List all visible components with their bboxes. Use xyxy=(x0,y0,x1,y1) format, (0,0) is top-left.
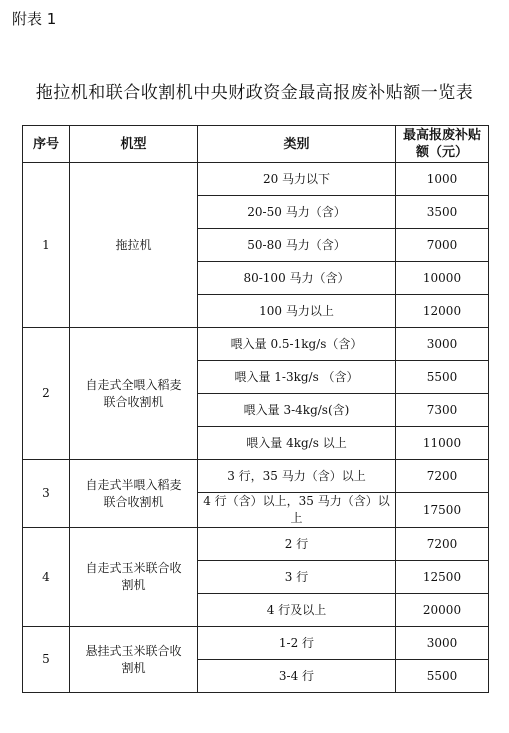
table-body xyxy=(23,163,489,693)
row-index: 3 xyxy=(23,460,70,528)
machine-model: 自走式全喂入稻麦联合收割机 xyxy=(70,328,198,460)
amount-cell: 17500 xyxy=(396,493,489,528)
row-index: 5 xyxy=(23,627,70,693)
row-index: 4 xyxy=(23,528,70,627)
amount-cell: 3000 xyxy=(396,627,489,660)
amount-cell: 12000 xyxy=(396,295,489,328)
machine-model: 自走式半喂入稻麦联合收割机 xyxy=(70,460,198,528)
amount-cell: 3500 xyxy=(396,196,489,229)
amount-cell: 3000 xyxy=(396,328,489,361)
header-index: 序号 xyxy=(23,126,70,163)
category-cell: 4 行（含）以上，35 马力（含）以上 xyxy=(198,493,396,528)
category-cell: 3 行，35 马力（含）以上 xyxy=(198,460,396,493)
table-header-row xyxy=(23,126,489,163)
amount-cell: 1000 xyxy=(396,163,489,196)
amount-cell: 7000 xyxy=(396,229,489,262)
table-row xyxy=(23,460,489,493)
amount-cell: 20000 xyxy=(396,594,489,627)
category-cell: 4 行及以上 xyxy=(198,594,396,627)
header-amount: 最高报废补贴额（元） xyxy=(396,126,489,163)
category-cell: 50-80 马力（含） xyxy=(198,229,396,262)
row-index: 2 xyxy=(23,328,70,460)
header-category: 类别 xyxy=(198,126,396,163)
category-cell: 喂入量 0.5-1kg/s（含） xyxy=(198,328,396,361)
table-row xyxy=(23,163,489,196)
machine-model: 自走式玉米联合收割机 xyxy=(70,528,198,627)
machine-model: 拖拉机 xyxy=(70,163,198,328)
category-cell: 喂入量 4kg/s 以上 xyxy=(198,427,396,460)
machine-model: 悬挂式玉米联合收割机 xyxy=(70,627,198,693)
category-cell: 20 马力以下 xyxy=(198,163,396,196)
category-cell: 20-50 马力（含） xyxy=(198,196,396,229)
category-cell: 3-4 行 xyxy=(198,660,396,693)
table-row xyxy=(23,528,489,561)
category-cell: 3 行 xyxy=(198,561,396,594)
table-row xyxy=(23,328,489,361)
category-cell: 喂入量 1-3kg/s （含） xyxy=(198,361,396,394)
header-model: 机型 xyxy=(70,126,198,163)
document-title: 拖拉机和联合收割机中央财政资金最高报废补贴额一览表 xyxy=(35,83,474,103)
category-cell: 100 马力以上 xyxy=(198,295,396,328)
category-cell: 喂入量 3-4kg/s(含) xyxy=(198,394,396,427)
category-cell: 2 行 xyxy=(198,528,396,561)
row-index: 1 xyxy=(23,163,70,328)
category-cell: 1-2 行 xyxy=(198,627,396,660)
amount-cell: 7200 xyxy=(396,460,489,493)
subsidy-table xyxy=(22,125,489,693)
amount-cell: 5500 xyxy=(396,361,489,394)
category-cell: 80-100 马力（含） xyxy=(198,262,396,295)
amount-cell: 7300 xyxy=(396,394,489,427)
table-row xyxy=(23,627,489,660)
amount-cell: 7200 xyxy=(396,528,489,561)
amount-cell: 5500 xyxy=(396,660,489,693)
amount-cell: 10000 xyxy=(396,262,489,295)
attachment-label: 附表 1 xyxy=(12,10,57,28)
amount-cell: 11000 xyxy=(396,427,489,460)
amount-cell: 12500 xyxy=(396,561,489,594)
